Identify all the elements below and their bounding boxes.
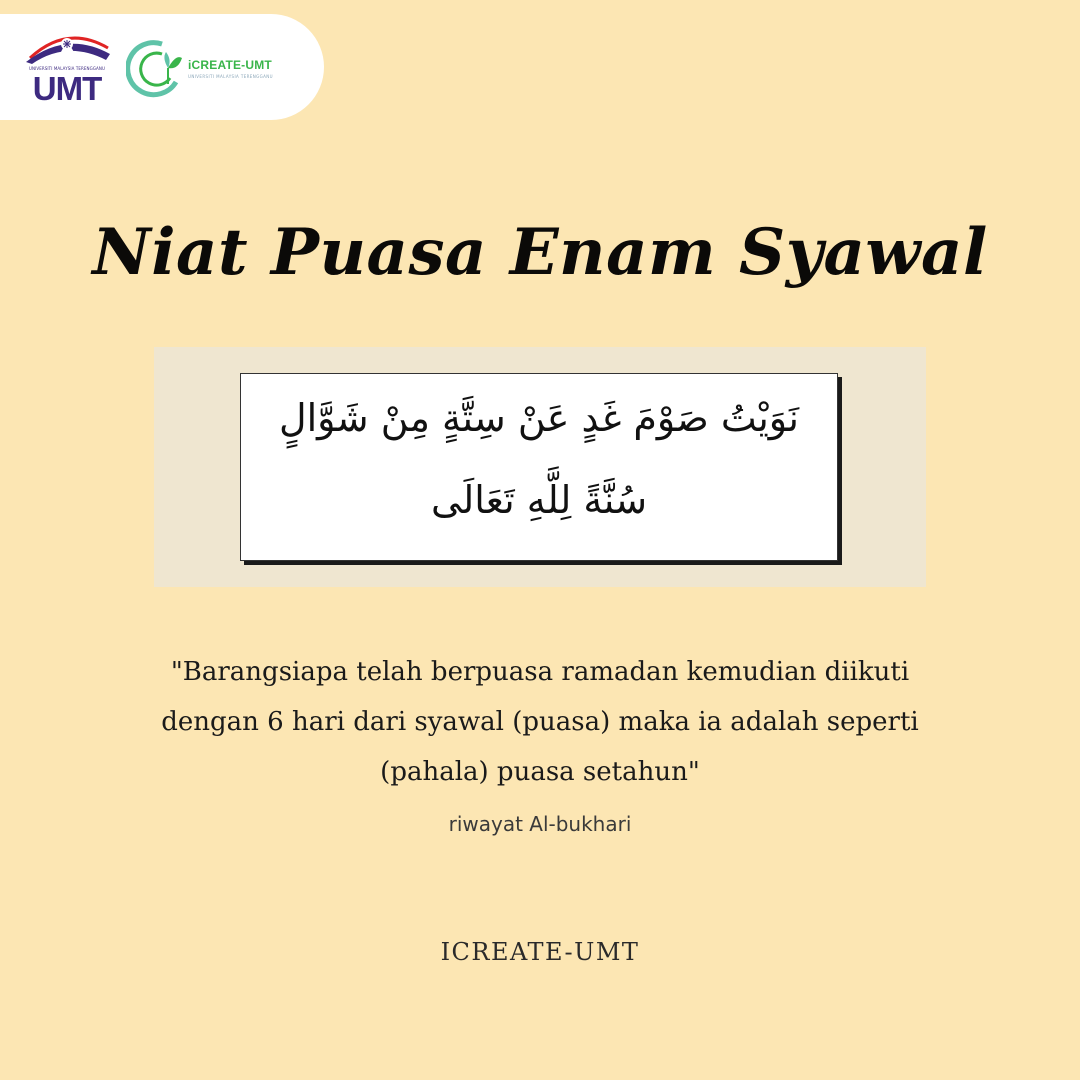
umt-emblem-icon (22, 26, 112, 68)
logo-panel (0, 14, 324, 120)
arabic-card (240, 373, 838, 561)
umt-logo (22, 26, 112, 112)
quote-line-2: dengan 6 hari dari syawal (puasa) maka ia adalah seperti (161, 707, 919, 737)
arabic-image-frame (154, 347, 926, 587)
arabic-line-2: سُنَّةً لِلَّهِ تَعَالَى (430, 478, 648, 522)
hadith-quote (100, 647, 980, 797)
leaf-ring-icon (126, 38, 184, 100)
umt-caption: UNIVERSITI MALAYSIA TERENGGANU (29, 66, 105, 71)
footer-brand: ICREATE-UMT (440, 938, 640, 966)
arabic-line-1: نَوَيْتُ صَوْمَ غَدٍ عَنْ سِتَّةٍ مِنْ شَوَّالٍ (278, 396, 799, 440)
icreate-subtitle: UNIVERSITI MALAYSIA TERENGGANU (188, 74, 273, 79)
umt-wordmark: UMT (32, 70, 102, 107)
quote-line-3: (pahala) puasa setahun" (380, 757, 700, 787)
quote-line-1: "Barangsiapa telah berpuasa ramadan kemudian diikuti (170, 657, 910, 687)
page-title: Niat Puasa Enam Syawal (92, 215, 988, 290)
icreate-name: iCREATE-UMT (188, 58, 272, 72)
icreate-logo (126, 34, 286, 104)
hadith-source: riwayat Al-bukhari (448, 812, 632, 836)
